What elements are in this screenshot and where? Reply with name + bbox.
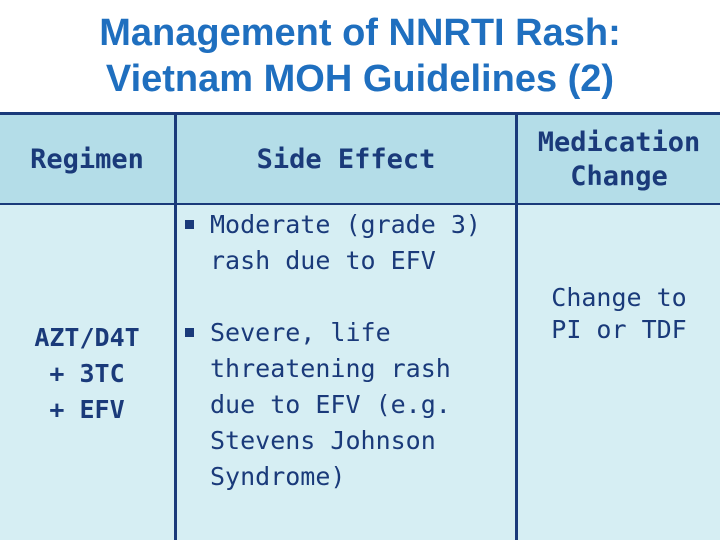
- side-effect-item: [182, 315, 515, 495]
- table-header-row: [0, 115, 720, 205]
- regimen-line-1: AZT/D4T: [34, 323, 140, 352]
- header-medication-change-line-2: Change: [570, 161, 668, 192]
- medication-change-line-1: Change to: [551, 283, 687, 312]
- side-effect-1-line-1: Moderate (grade 3): [210, 210, 481, 239]
- medication-change-cell: [518, 282, 720, 346]
- regimen-line-2: + 3TC: [49, 359, 125, 388]
- side-effect-2-line-1: Severe, life: [210, 318, 391, 347]
- column-divider-1: [174, 115, 177, 540]
- square-bullet-icon: [185, 220, 194, 229]
- slide-title-line-2: Vietnam MOH Guidelines (2): [105, 58, 615, 100]
- slide-title: [0, 10, 720, 102]
- side-effect-2-line-2: threatening rash: [210, 354, 451, 383]
- header-regimen: Regimen: [30, 144, 144, 175]
- regimen-cell: [0, 320, 174, 428]
- square-bullet-icon: [185, 328, 194, 337]
- side-effect-2-line-4: Stevens Johnson: [210, 426, 436, 455]
- guidelines-table: [0, 112, 720, 540]
- header-medication-change: [518, 115, 720, 205]
- header-side-effect: Side Effect: [256, 144, 436, 175]
- side-effect-2-line-5: Syndrome): [210, 462, 346, 491]
- side-effect-item: [182, 207, 515, 279]
- header-medication-change-line-1: Medication: [537, 127, 701, 158]
- medication-change-line-2: PI or TDF: [551, 315, 687, 344]
- regimen-line-3: + EFV: [49, 395, 125, 424]
- side-effect-1-line-2: rash due to EFV: [210, 246, 436, 275]
- slide-title-line-1: Management of NNRTI Rash:: [99, 12, 621, 54]
- side-effect-2-line-3: due to EFV (e.g.: [210, 390, 451, 419]
- side-effect-list: [182, 207, 515, 495]
